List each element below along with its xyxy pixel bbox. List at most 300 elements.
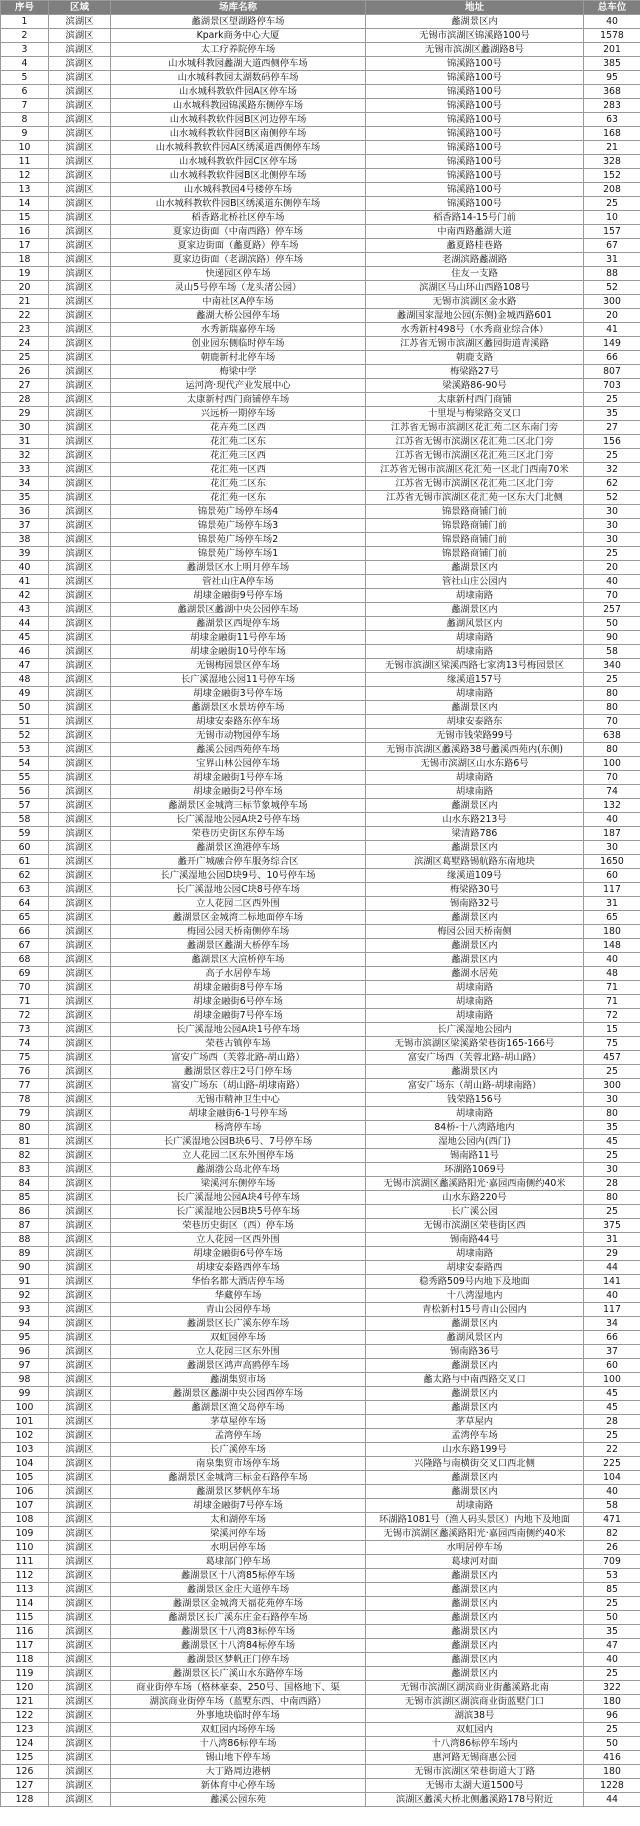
cell-district: 滨湖区 xyxy=(49,253,111,267)
cell-total: 66 xyxy=(584,351,640,365)
cell-district: 滨湖区 xyxy=(49,519,111,533)
table-row xyxy=(1,1681,640,1695)
header-row xyxy=(1,1,640,15)
cell-total: 80 xyxy=(584,687,640,701)
cell-total: 41 xyxy=(584,323,640,337)
cell-total: 1650 xyxy=(584,855,640,869)
cell-total: 25 xyxy=(584,449,640,463)
cell-no: 73 xyxy=(1,1023,49,1037)
cell-no: 52 xyxy=(1,729,49,743)
cell-no: 98 xyxy=(1,1373,49,1387)
table-row xyxy=(1,1205,640,1219)
cell-address: 缘溪道157号 xyxy=(366,673,584,687)
table-row xyxy=(1,1107,640,1121)
cell-name: 蠡湖景区长广溪山水东路停车场 xyxy=(111,1667,366,1681)
table-row xyxy=(1,505,640,519)
cell-address: 蠡湖景区内 xyxy=(366,953,584,967)
cell-total: 70 xyxy=(584,771,640,785)
cell-name: 花汇苑一区东 xyxy=(111,491,366,505)
cell-total: 28 xyxy=(584,1177,640,1191)
cell-total: 31 xyxy=(584,253,640,267)
cell-address: 钱荣路156号 xyxy=(366,1093,584,1107)
cell-total: 201 xyxy=(584,43,640,57)
cell-name: 胡埭金融街6号停车场 xyxy=(111,995,366,1009)
cell-no: 9 xyxy=(1,127,49,141)
cell-address: 无锡市滨湖区锦溪路100号 xyxy=(366,29,584,43)
cell-total: 208 xyxy=(584,183,640,197)
cell-no: 65 xyxy=(1,911,49,925)
cell-total: 703 xyxy=(584,379,640,393)
table-row xyxy=(1,701,640,715)
cell-no: 14 xyxy=(1,197,49,211)
table-row xyxy=(1,1191,640,1205)
cell-total: 71 xyxy=(584,995,640,1009)
table-row xyxy=(1,183,640,197)
cell-name: 荣巷历史街区东停车场 xyxy=(111,827,366,841)
cell-name: 蠡湖景区金庄大道停车场 xyxy=(111,1583,366,1597)
table-row xyxy=(1,477,640,491)
cell-district: 滨湖区 xyxy=(49,1121,111,1135)
cell-no: 27 xyxy=(1,379,49,393)
cell-no: 99 xyxy=(1,1387,49,1401)
table-row xyxy=(1,939,640,953)
cell-total: 30 xyxy=(584,505,640,519)
cell-district: 滨湖区 xyxy=(49,57,111,71)
cell-no: 59 xyxy=(1,827,49,841)
cell-name: 太工疗养院停车场 xyxy=(111,43,366,57)
cell-name: 无锡市精神卫生中心 xyxy=(111,1093,366,1107)
cell-address: 无锡市滨湖区蠡湖路8号 xyxy=(366,43,584,57)
cell-district: 滨湖区 xyxy=(49,603,111,617)
table-row xyxy=(1,463,640,477)
cell-address: 蠡湖景区内 xyxy=(366,1667,584,1681)
table-row xyxy=(1,113,640,127)
cell-name: 胡埭金融街11号停车场 xyxy=(111,631,366,645)
cell-no: 11 xyxy=(1,155,49,169)
cell-no: 35 xyxy=(1,491,49,505)
cell-no: 76 xyxy=(1,1065,49,1079)
cell-no: 51 xyxy=(1,715,49,729)
cell-name: 长广溪湿地公园11号停车场 xyxy=(111,673,366,687)
cell-no: 96 xyxy=(1,1345,49,1359)
cell-district: 滨湖区 xyxy=(49,1751,111,1765)
cell-no: 40 xyxy=(1,561,49,575)
cell-district: 滨湖区 xyxy=(49,85,111,99)
cell-no: 127 xyxy=(1,1779,49,1793)
cell-no: 122 xyxy=(1,1709,49,1723)
cell-name: 双虹园停车场 xyxy=(111,1331,366,1345)
cell-total: 25 xyxy=(584,1065,640,1079)
table-row xyxy=(1,1555,640,1569)
cell-no: 48 xyxy=(1,673,49,687)
cell-district: 滨湖区 xyxy=(49,29,111,43)
cell-total: 457 xyxy=(584,1051,640,1065)
table-row xyxy=(1,1163,640,1177)
cell-district: 滨湖区 xyxy=(49,855,111,869)
cell-no: 45 xyxy=(1,631,49,645)
table-row xyxy=(1,1737,640,1751)
table-row xyxy=(1,295,640,309)
cell-no: 62 xyxy=(1,869,49,883)
cell-name: 蠡湖景区金城湾三标节象城停车场 xyxy=(111,799,366,813)
cell-total: 225 xyxy=(584,1457,640,1471)
cell-name: 蠡湖景区十八湾85标停车场 xyxy=(111,1569,366,1583)
cell-no: 82 xyxy=(1,1149,49,1163)
cell-total: 30 xyxy=(584,519,640,533)
cell-name: 蠡湖景区水景坊停车场 xyxy=(111,701,366,715)
cell-district: 滨湖区 xyxy=(49,1135,111,1149)
cell-total: 807 xyxy=(584,365,640,379)
cell-no: 22 xyxy=(1,309,49,323)
table-row xyxy=(1,1751,640,1765)
cell-no: 112 xyxy=(1,1569,49,1583)
cell-district: 滨湖区 xyxy=(49,939,111,953)
cell-total: 22 xyxy=(584,1443,640,1457)
cell-name: 锡山地下停车场 xyxy=(111,1751,366,1765)
cell-district: 滨湖区 xyxy=(49,337,111,351)
cell-total: 30 xyxy=(584,1093,640,1107)
cell-address: 胡埭南路 xyxy=(366,589,584,603)
cell-total: 471 xyxy=(584,1513,640,1527)
cell-name: 蠡溪公园东苑 xyxy=(111,1793,366,1807)
cell-district: 滨湖区 xyxy=(49,631,111,645)
cell-address: 无锡市滨湖区金水路 xyxy=(366,295,584,309)
table-row xyxy=(1,967,640,981)
cell-no: 68 xyxy=(1,953,49,967)
cell-total: 168 xyxy=(584,127,640,141)
cell-total: 32 xyxy=(584,463,640,477)
table-row xyxy=(1,379,640,393)
cell-address: 84桥-十八湾路地内 xyxy=(366,1121,584,1135)
cell-address: 太康新村西门商铺 xyxy=(366,393,584,407)
cell-address: 无锡市滨湖区蠡溪路阳光·嘉园西南侧约40米 xyxy=(366,1177,584,1191)
cell-district: 滨湖区 xyxy=(49,1527,111,1541)
cell-total: 53 xyxy=(584,1569,640,1583)
cell-name: 花汇苑一区西 xyxy=(111,463,366,477)
cell-address: 孟湾停车场 xyxy=(366,1429,584,1443)
cell-address: 锡南路32号 xyxy=(366,897,584,911)
cell-no: 84 xyxy=(1,1177,49,1191)
cell-address: 水秀新村498号（水秀商业综合体） xyxy=(366,323,584,337)
cell-name: 蠡湖景区蠡湖大桥停车场 xyxy=(111,939,366,953)
cell-name: 花汇苑二区东 xyxy=(111,477,366,491)
cell-total: 30 xyxy=(584,533,640,547)
cell-address: 锦景路商铺门前 xyxy=(366,505,584,519)
cell-address: 蠡湖景区内 xyxy=(366,603,584,617)
cell-total: 416 xyxy=(584,1751,640,1765)
cell-address: 蠡湖景区内 xyxy=(366,1653,584,1667)
cell-address: 蠡湖景区内 xyxy=(366,1317,584,1331)
cell-address: 朝鹿支路 xyxy=(366,351,584,365)
cell-total: 35 xyxy=(584,1121,640,1135)
table-row xyxy=(1,645,640,659)
table-row xyxy=(1,1177,640,1191)
cell-district: 滨湖区 xyxy=(49,421,111,435)
cell-address: 山水东路199号 xyxy=(366,1443,584,1457)
table-row xyxy=(1,869,640,883)
cell-total: 58 xyxy=(584,645,640,659)
cell-no: 3 xyxy=(1,43,49,57)
cell-total: 50 xyxy=(584,1737,640,1751)
table-row xyxy=(1,99,640,113)
cell-address: 胡埭南路 xyxy=(366,981,584,995)
cell-name: 胡埭金融街1号停车场 xyxy=(111,771,366,785)
cell-name: 蠡湖景区鸿声高鸥停车场 xyxy=(111,1359,366,1373)
cell-district: 滨湖区 xyxy=(49,197,111,211)
cell-district: 滨湖区 xyxy=(49,1303,111,1317)
cell-name: 兴远桥一期停车场 xyxy=(111,407,366,421)
cell-address: 湿地公园内(西门) xyxy=(366,1135,584,1149)
table-row xyxy=(1,1653,640,1667)
table-row xyxy=(1,883,640,897)
cell-name: 湖滨商业街停车场（蓝墅东西、中南西路） xyxy=(111,1695,366,1709)
table-row xyxy=(1,71,640,85)
cell-district: 滨湖区 xyxy=(49,183,111,197)
cell-name: 立人花园一区西外围 xyxy=(111,1233,366,1247)
cell-address: 锦溪路100号 xyxy=(366,57,584,71)
cell-district: 滨湖区 xyxy=(49,141,111,155)
cell-district: 滨湖区 xyxy=(49,463,111,477)
cell-address: 蠡湖景区内 xyxy=(366,1597,584,1611)
cell-address: 蠡湖景区内 xyxy=(366,939,584,953)
cell-name: 华怡名都大酒店停车场 xyxy=(111,1275,366,1289)
cell-no: 38 xyxy=(1,533,49,547)
table-row xyxy=(1,1611,640,1625)
cell-name: 蠡湖景区十八湾83标停车场 xyxy=(111,1625,366,1639)
table-row xyxy=(1,603,640,617)
cell-name: 宝界山林公园停车场 xyxy=(111,757,366,771)
cell-address: 锡南路11号 xyxy=(366,1149,584,1163)
header-name: 场库名称 xyxy=(111,1,366,15)
table-row xyxy=(1,925,640,939)
cell-total: 74 xyxy=(584,785,640,799)
cell-district: 滨湖区 xyxy=(49,1233,111,1247)
table-row xyxy=(1,1261,640,1275)
table-row xyxy=(1,1471,640,1485)
cell-address: 环湖路1069号 xyxy=(366,1163,584,1177)
cell-address: 锦景路商铺门前 xyxy=(366,547,584,561)
cell-no: 72 xyxy=(1,1009,49,1023)
cell-address: 无锡市滨湖区湖滨商业街蠡溪路北南 xyxy=(366,1681,584,1695)
cell-total: 375 xyxy=(584,1219,640,1233)
header-address: 地址 xyxy=(366,1,584,15)
header-no: 序号 xyxy=(1,1,49,15)
cell-name: 蠡溪公园西苑停车场 xyxy=(111,743,366,757)
cell-no: 7 xyxy=(1,99,49,113)
cell-district: 滨湖区 xyxy=(49,435,111,449)
table-row xyxy=(1,1583,640,1597)
cell-address: 江苏省无锡市滨湖区蠡园街道青溪路 xyxy=(366,337,584,351)
cell-address: 富安广场西（芙蓉北路-胡山路） xyxy=(366,1051,584,1065)
cell-total: 52 xyxy=(584,491,640,505)
table-row xyxy=(1,1247,640,1261)
cell-name: 锦景苑广场停车场2 xyxy=(111,533,366,547)
cell-district: 滨湖区 xyxy=(49,477,111,491)
cell-total: 40 xyxy=(584,813,640,827)
cell-district: 滨湖区 xyxy=(49,701,111,715)
cell-district: 滨湖区 xyxy=(49,1275,111,1289)
table-row xyxy=(1,491,640,505)
cell-name: 长广溪湿地公园A块1号停车场 xyxy=(111,1023,366,1037)
cell-name: 立人花园二区东外围停车场 xyxy=(111,1149,366,1163)
cell-address: 蠡湖景区内 xyxy=(366,1485,584,1499)
cell-total: 85 xyxy=(584,1583,640,1597)
table-row xyxy=(1,1709,640,1723)
cell-district: 滨湖区 xyxy=(49,1793,111,1807)
cell-name: 蠡湖景区金城湾三标金石路停车场 xyxy=(111,1471,366,1485)
cell-no: 5 xyxy=(1,71,49,85)
cell-address: 水明居停车场 xyxy=(366,1541,584,1555)
cell-no: 87 xyxy=(1,1219,49,1233)
cell-address: 锦溪路100号 xyxy=(366,71,584,85)
cell-no: 78 xyxy=(1,1093,49,1107)
cell-total: 95 xyxy=(584,71,640,85)
cell-name: 长广溪湿地公园D块9号、10号停车场 xyxy=(111,869,366,883)
cell-no: 89 xyxy=(1,1247,49,1261)
table-row xyxy=(1,1051,640,1065)
table-row xyxy=(1,309,640,323)
cell-name: 灵山5号停车场（龙头渚公园） xyxy=(111,281,366,295)
cell-address: 蠡湖景区内 xyxy=(366,841,584,855)
table-row xyxy=(1,1079,640,1093)
cell-address: 胡埭南路 xyxy=(366,1107,584,1121)
cell-district: 滨湖区 xyxy=(49,99,111,113)
table-row xyxy=(1,673,640,687)
cell-district: 滨湖区 xyxy=(49,967,111,981)
cell-name: 运河湾·现代产业发展中心 xyxy=(111,379,366,393)
cell-total: 25 xyxy=(584,1429,640,1443)
table-row xyxy=(1,57,640,71)
cell-no: 70 xyxy=(1,981,49,995)
cell-name: 蠡湖景区蓉庄2号门停车场 xyxy=(111,1065,366,1079)
cell-address: 胡埭南路 xyxy=(366,1247,584,1261)
cell-district: 滨湖区 xyxy=(49,659,111,673)
cell-name: 梅园公园天桥南侧停车场 xyxy=(111,925,366,939)
table-row xyxy=(1,15,640,29)
cell-name: 葛埭部门停车场 xyxy=(111,1555,366,1569)
cell-name: 胡埭金融街7号停车场 xyxy=(111,1499,366,1513)
cell-total: 34 xyxy=(584,1317,640,1331)
cell-name: 水明居停车场 xyxy=(111,1541,366,1555)
cell-address: 无锡市滨湖区梁溪西路七家湾13号梅园景区 xyxy=(366,659,584,673)
cell-total: 20 xyxy=(584,309,640,323)
cell-name: 蠡湖景区长广溪东庄金石路停车场 xyxy=(111,1611,366,1625)
cell-address: 江苏省无锡市滨湖区花汇苑三区北门旁 xyxy=(366,449,584,463)
cell-address: 十八湾86标停车场内 xyxy=(366,1737,584,1751)
cell-no: 61 xyxy=(1,855,49,869)
table-row xyxy=(1,1135,640,1149)
header-district: 区域 xyxy=(49,1,111,15)
cell-district: 滨湖区 xyxy=(49,1219,111,1233)
cell-address: 胡埭南路 xyxy=(366,1009,584,1023)
table-row xyxy=(1,337,640,351)
cell-no: 42 xyxy=(1,589,49,603)
cell-no: 90 xyxy=(1,1261,49,1275)
cell-no: 33 xyxy=(1,463,49,477)
cell-name: 山水城科教软件园B区绣溪道东侧停车场 xyxy=(111,197,366,211)
cell-name: 富安广场西（芙蓉北路-胡山路） xyxy=(111,1051,366,1065)
cell-no: 30 xyxy=(1,421,49,435)
cell-no: 20 xyxy=(1,281,49,295)
cell-district: 滨湖区 xyxy=(49,645,111,659)
cell-no: 15 xyxy=(1,211,49,225)
cell-total: 35 xyxy=(584,1625,640,1639)
cell-no: 34 xyxy=(1,477,49,491)
cell-total: 132 xyxy=(584,799,640,813)
cell-name: 蠡湖景区十八湾84标停车场 xyxy=(111,1639,366,1653)
cell-district: 滨湖区 xyxy=(49,1037,111,1051)
cell-name: 蠡湖景区渔港停车场 xyxy=(111,841,366,855)
cell-address: 胡埭南路 xyxy=(366,645,584,659)
table-row xyxy=(1,281,640,295)
cell-district: 滨湖区 xyxy=(49,1345,111,1359)
table-row xyxy=(1,1541,640,1555)
cell-name: 孟湾停车场 xyxy=(111,1429,366,1443)
cell-district: 滨湖区 xyxy=(49,897,111,911)
cell-name: 无锡梅园景区停车场 xyxy=(111,659,366,673)
cell-no: 83 xyxy=(1,1163,49,1177)
cell-no: 107 xyxy=(1,1499,49,1513)
cell-address: 江苏省无锡市滨湖区花汇苑二区北门旁 xyxy=(366,477,584,491)
cell-total: 148 xyxy=(584,939,640,953)
cell-address: 无锡市钱荣路99号 xyxy=(366,729,584,743)
table-row xyxy=(1,1037,640,1051)
table-row xyxy=(1,981,640,995)
cell-district: 滨湖区 xyxy=(49,1695,111,1709)
cell-district: 滨湖区 xyxy=(49,1723,111,1737)
cell-district: 滨湖区 xyxy=(49,1205,111,1219)
table-row xyxy=(1,799,640,813)
cell-district: 滨湖区 xyxy=(49,169,111,183)
cell-district: 滨湖区 xyxy=(49,1177,111,1191)
cell-district: 滨湖区 xyxy=(49,1149,111,1163)
cell-no: 120 xyxy=(1,1681,49,1695)
cell-total: 187 xyxy=(584,827,640,841)
table-row xyxy=(1,1527,640,1541)
cell-address: 滨湖区蠡溪大桥北侧蠡溪路178号附近 xyxy=(366,1793,584,1807)
cell-no: 39 xyxy=(1,547,49,561)
cell-no: 117 xyxy=(1,1639,49,1653)
cell-address: 胡埭南路 xyxy=(366,785,584,799)
cell-district: 滨湖区 xyxy=(49,1023,111,1037)
cell-no: 24 xyxy=(1,337,49,351)
table-row xyxy=(1,743,640,757)
cell-address: 梅梁路30号 xyxy=(366,883,584,897)
cell-no: 94 xyxy=(1,1317,49,1331)
cell-district: 滨湖区 xyxy=(49,1653,111,1667)
table-row xyxy=(1,575,640,589)
cell-total: 70 xyxy=(584,715,640,729)
cell-no: 100 xyxy=(1,1401,49,1415)
cell-district: 滨湖区 xyxy=(49,953,111,967)
cell-no: 37 xyxy=(1,519,49,533)
cell-no: 92 xyxy=(1,1289,49,1303)
cell-name: 花卉苑二区西 xyxy=(111,421,366,435)
cell-address: 环湖路1081号（渔人码头景区）内地下及地面 xyxy=(366,1513,584,1527)
cell-name: 山水城科教软件园A区绣溪道西侧停车场 xyxy=(111,141,366,155)
cell-address: 江苏省无锡市滨湖区花汇苑二区东南门旁 xyxy=(366,421,584,435)
cell-no: 56 xyxy=(1,785,49,799)
cell-district: 滨湖区 xyxy=(49,869,111,883)
table-row xyxy=(1,1345,640,1359)
cell-district: 滨湖区 xyxy=(49,715,111,729)
cell-total: 48 xyxy=(584,967,640,981)
cell-district: 滨湖区 xyxy=(49,617,111,631)
cell-total: 47 xyxy=(584,1639,640,1653)
cell-name: 山水城科教软件园B区河边停车场 xyxy=(111,113,366,127)
cell-no: 102 xyxy=(1,1429,49,1443)
table-row xyxy=(1,351,640,365)
